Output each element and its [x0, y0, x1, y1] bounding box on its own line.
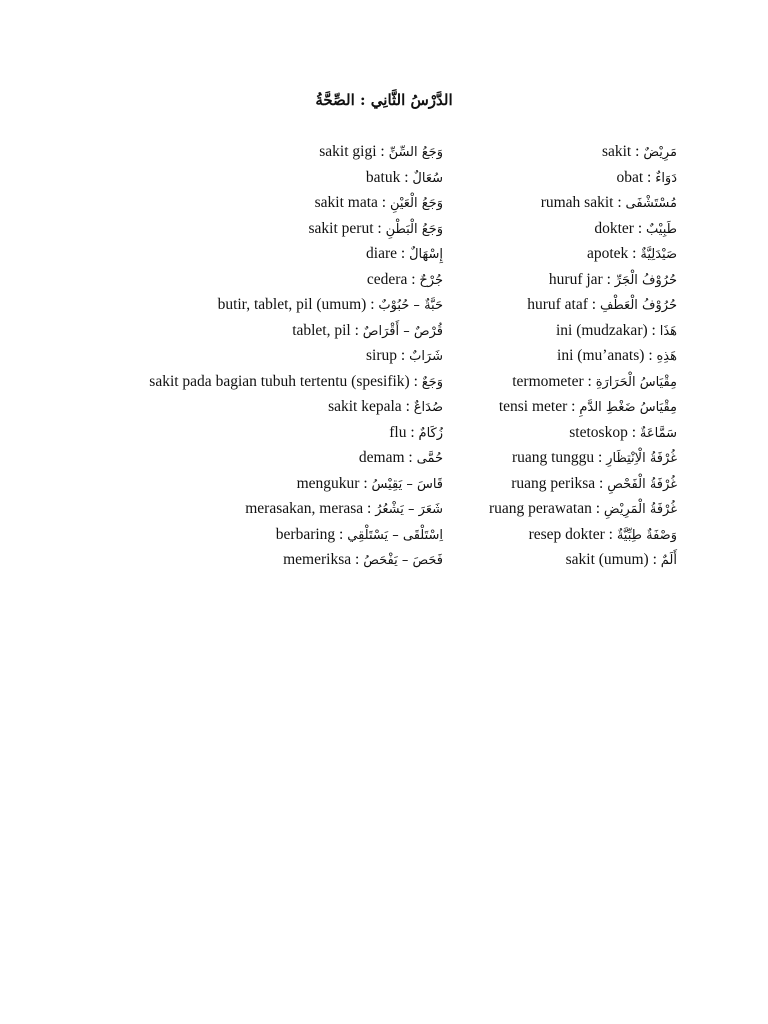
vocabulary-entry: [377, 421, 677, 447]
arabic-translation: غُرْفَةُ الْمَرِيْضِ: [603, 502, 677, 517]
term-separator: :: [643, 168, 656, 186]
arabic-translation: مِقْيَاسُ ضَغْطِ الدَّمِ: [579, 400, 677, 415]
vocabulary-term: memeriksa: [283, 551, 352, 568]
term-separator: :: [350, 321, 363, 339]
vocabulary-term: flu: [389, 423, 407, 441]
arabic-translation: فَحَصَ – يَفْحَصُ: [363, 553, 443, 568]
term-separator: :: [633, 219, 647, 237]
arabic-translation: سُعَالٌ: [412, 170, 443, 186]
term-separator: :: [602, 270, 615, 288]
arabic-translation: صُدَاعٌ: [413, 400, 443, 415]
arabic-translation: حَبَّةٌ – حُبُوْبٌ: [378, 298, 443, 313]
vocabulary-term: sakit: [601, 143, 632, 160]
vocabulary-term: sakit kepala: [328, 398, 402, 415]
vocabulary-term: butir, tablet, pil (umum): [217, 296, 367, 313]
vocabulary-term: obat: [616, 168, 644, 186]
vocabulary-term: stetoskop: [569, 423, 628, 441]
term-separator: :: [366, 296, 379, 313]
arabic-translation: صَيْدَلِيَّةٌ: [640, 247, 677, 262]
vocabulary-term: ini (mudzakar): [555, 321, 648, 339]
term-separator: :: [397, 347, 410, 364]
arabic-translation: اِسْتَلْقَى – يَسْتَلْقِي: [347, 527, 443, 543]
vocabulary-term: ini (mu’anats): [557, 347, 645, 364]
vocabulary-entry: [377, 497, 677, 523]
vocabulary-term: apotek: [586, 245, 629, 262]
arabic-translation: قُرْصٌ – أَقْرَاصٌ: [362, 323, 443, 339]
vocabulary-term: batuk: [365, 168, 401, 186]
term-separator: :: [648, 551, 661, 568]
arabic-translation: حُرُوْفُ الْعَطْفِ: [599, 298, 677, 313]
vocabulary-term: termometer: [512, 372, 584, 390]
arabic-translation: شَعَرَ – يَشْعُرُ: [375, 502, 443, 517]
arabic-translation: سَمَّاعَةٌ: [639, 425, 677, 441]
arabic-translation: قَاسَ – يَقِيْسُ: [371, 476, 443, 492]
term-separator: :: [377, 194, 390, 211]
term-separator: :: [359, 474, 372, 492]
arabic-translation: مَرِيْضٌ: [643, 145, 677, 160]
arabic-translation: هَذَا: [659, 323, 677, 339]
term-separator: :: [594, 449, 607, 466]
vocabulary-entry: [377, 293, 677, 319]
term-separator: :: [604, 525, 617, 543]
term-separator: :: [363, 500, 376, 517]
vocabulary-entry: [377, 548, 677, 574]
arabic-translation: وَجَعُ الْعَيْنِ: [389, 196, 443, 211]
arabic-translation: وَصْفَةٌ طِبِّيَّةٌ: [616, 527, 677, 543]
term-separator: :: [628, 245, 641, 262]
vocabulary-term: mengukur: [296, 474, 360, 492]
arabic-translation: جُرْحٌ: [419, 272, 443, 288]
arabic-translation: مُسْتَشْفَى: [625, 196, 677, 211]
vocabulary-term: cedera: [366, 270, 408, 288]
term-separator: :: [595, 474, 608, 492]
vocabulary-entry: [377, 395, 677, 421]
vocabulary-term: tensi meter: [498, 398, 568, 415]
term-separator: :: [647, 321, 660, 339]
arabic-translation: وَجَعُ الْبَطْنِ: [385, 221, 443, 237]
arabic-translation: وَجَعُ السِّنِّ: [388, 145, 443, 160]
vocabulary-term: diare: [366, 245, 398, 262]
term-separator: :: [404, 449, 417, 466]
vocabulary-entry: [377, 446, 677, 472]
arabic-translation: حُمَّى: [416, 451, 443, 466]
vocabulary-term: sakit gigi: [319, 143, 377, 160]
term-separator: :: [627, 423, 640, 441]
term-separator: :: [406, 423, 419, 441]
vocabulary-entry: [377, 166, 677, 192]
arabic-translation: دَوَاءٌ: [655, 170, 677, 186]
vocabulary-entry: [377, 319, 677, 345]
vocabulary-entry: [377, 191, 677, 217]
term-separator: :: [409, 372, 422, 390]
vocabulary-entry: [377, 268, 677, 294]
term-separator: :: [587, 296, 600, 313]
vocabulary-term: huruf ataf: [527, 296, 588, 313]
vocabulary-term: ruang tunggu: [511, 449, 595, 466]
arabic-translation: هَذِهِ: [656, 349, 677, 364]
vocabulary-term: ruang periksa: [511, 474, 596, 492]
vocabulary-entry: [377, 344, 677, 370]
term-separator: :: [407, 270, 420, 288]
vocabulary-term: merasakan, merasa: [245, 500, 364, 517]
vocabulary-entry: [377, 472, 677, 498]
vocabulary-term: sakit (umum): [565, 551, 649, 568]
vocabulary-term: dokter: [594, 219, 634, 237]
vocabulary-term: demam: [358, 449, 405, 466]
arabic-translation: أَلَمٌ: [660, 553, 677, 568]
vocabulary-term: berbaring: [275, 525, 336, 543]
term-separator: :: [351, 551, 364, 568]
arabic-translation: زُكَامٌ: [418, 425, 443, 441]
vocabulary-term: resep dokter: [528, 525, 605, 543]
vocabulary-column-right: [377, 140, 677, 574]
arabic-translation: غُرْفَةُ الْفَحْصِ: [607, 476, 677, 492]
arabic-translation: حُرُوْفُ الْجَرِّ: [614, 272, 677, 288]
term-separator: :: [335, 525, 348, 543]
vocabulary-term: sirup: [366, 347, 398, 364]
term-separator: :: [376, 143, 389, 160]
term-separator: :: [400, 168, 413, 186]
page-title: الدَّرْسُ الثَّانِي : الصِّحَّةُ: [315, 91, 453, 109]
term-separator: :: [567, 398, 580, 415]
term-separator: :: [591, 500, 604, 517]
arabic-translation: طَبِيْبٌ: [646, 221, 677, 237]
term-separator: :: [583, 372, 596, 390]
vocabulary-term: sakit perut: [308, 219, 374, 237]
vocabulary-term: ruang perawatan: [488, 500, 592, 517]
term-separator: :: [631, 143, 644, 160]
term-separator: :: [373, 219, 386, 237]
vocabulary-entry: [377, 217, 677, 243]
vocabulary-term: huruf jar: [548, 270, 603, 288]
arabic-translation: وَجَعٌ: [421, 374, 443, 390]
arabic-translation: إِسْهَالٌ: [409, 247, 443, 262]
vocabulary-term: sakit mata: [314, 194, 378, 211]
vocabulary-entry: [377, 242, 677, 268]
vocabulary-term: tablet, pil: [292, 321, 351, 339]
arabic-translation: غُرْفَةُ الْاِنْتِظَارِ: [606, 451, 677, 466]
vocabulary-entry: [377, 523, 677, 549]
vocabulary-term: sakit pada bagian tubuh tertentu (spesifik): [149, 372, 410, 390]
term-separator: :: [644, 347, 657, 364]
vocabulary-term: rumah sakit: [540, 194, 614, 211]
arabic-translation: شَرَابٌ: [409, 349, 443, 364]
vocabulary-entry: [377, 140, 677, 166]
vocabulary-entry: [377, 370, 677, 396]
term-separator: :: [613, 194, 626, 211]
term-separator: :: [401, 398, 414, 415]
arabic-translation: مِقْيَاسُ الْحَرَارَةِ: [595, 374, 677, 390]
term-separator: :: [397, 245, 410, 262]
